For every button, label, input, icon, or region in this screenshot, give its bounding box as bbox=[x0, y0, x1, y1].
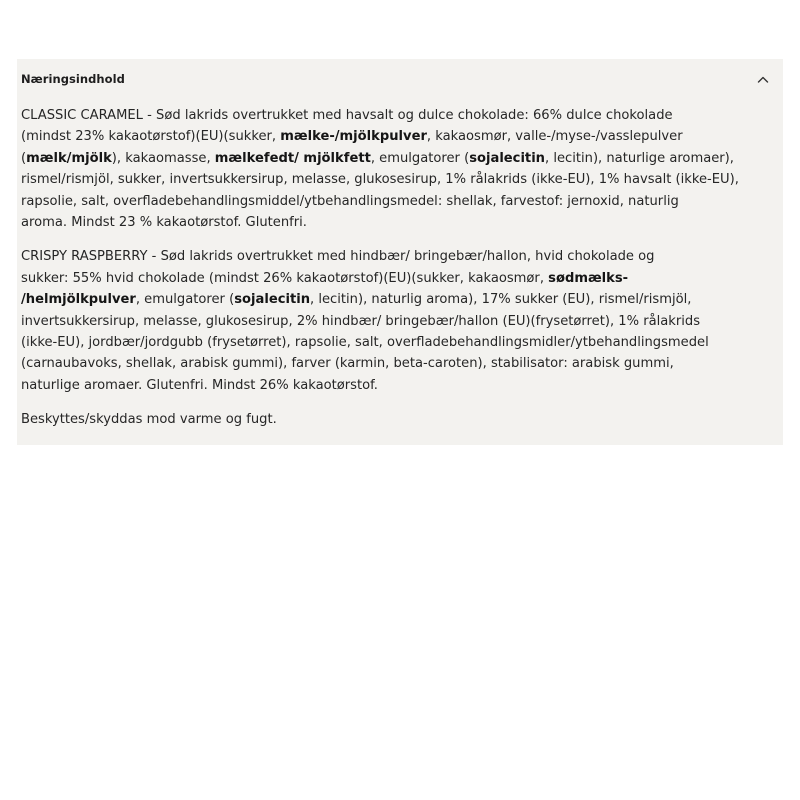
ingredient-text: , emulgatorer ( bbox=[135, 292, 235, 308]
ingredient-text: rismel/rismjöl, sukker, invertsukkersirup, melasse, glukosesirup, 1% rålakrids (ikke-EU), 1% havsalt (ikke-EU), bbox=[21, 172, 739, 188]
ingredient-text: , emulgatorer ( bbox=[370, 150, 470, 166]
ingredient-text: (mindst 23% kakaotørstof)(EU)(sukker, bbox=[21, 129, 281, 145]
accordion-content bbox=[21, 105, 773, 443]
text-line bbox=[21, 409, 773, 430]
nutrition-accordion bbox=[17, 59, 783, 445]
allergen-text: mælkefedt/ mjölkfett bbox=[214, 150, 371, 166]
ingredient-text: (carnaubavoks, shellak, arabisk gummi), farver (karmin, beta-caroten), stabilisator: arabisk gummi, bbox=[21, 356, 674, 372]
allergen-text: mælk/mjölk bbox=[26, 150, 112, 166]
ingredient-text: naturlige aromaer. Glutenfri. Mindst 26% kakaotørstof. bbox=[21, 377, 378, 393]
text-line bbox=[21, 126, 773, 147]
allergen-text: /helmjölkpulver bbox=[21, 292, 136, 308]
text-line bbox=[21, 289, 773, 310]
allergen-text: sødmælks- bbox=[548, 270, 629, 286]
text-line bbox=[21, 332, 773, 353]
text-line bbox=[21, 268, 773, 289]
ingredient-text: sukker: 55% hvid chokolade (mindst 26% kakaotørstof)(EU)(sukker, kakaosmør, bbox=[21, 270, 549, 286]
accordion-title: Næringsindhold bbox=[21, 72, 125, 86]
text-line bbox=[21, 246, 773, 267]
ingredient-text: , kakaosmør, valle-/myse-/vasslepulver bbox=[426, 129, 683, 145]
accordion-header[interactable] bbox=[17, 59, 783, 101]
text-line bbox=[21, 148, 773, 169]
ingredient-text: rapsolie, salt, overfladebehandlingsmiddel/ytbehandlingsmedel: shellak, farvestof: jernoxid, naturlig bbox=[21, 193, 679, 209]
ingredient-text: CRISPY RASPBERRY - Sød lakrids overtrukket med hindbær/ bringebær/hallon, hvid chokolade og bbox=[21, 249, 655, 265]
ingredient-text: invertsukkersirup, melasse, glukosesirup, 2% hindbær/ bringebær/hallon (EU)(frysetørret), 1% rålakrids bbox=[21, 313, 701, 329]
ingredient-text: aroma. Mindst 23 % kakaotørstof. Glutenfri. bbox=[21, 214, 307, 230]
ingredient-text: (ikke-EU), jordbær/jordgubb (frysetørret), rapsolie, salt, overfladebehandlingsmidler/ytbehandlingsmedel bbox=[21, 334, 709, 350]
text-line bbox=[21, 191, 773, 212]
text-line bbox=[21, 353, 773, 374]
ingredient-text: , lecitin), naturlig aroma), 17% sukker (EU), rismel/rismjöl, bbox=[310, 292, 692, 308]
text-line bbox=[21, 105, 773, 126]
allergen-text: sojalecitin bbox=[469, 150, 546, 166]
ingredient-text: ), kakaomasse, bbox=[111, 150, 215, 166]
allergen-text: sojalecitin bbox=[234, 292, 311, 308]
ingredient-text: , lecitin), naturlige aromaer), bbox=[545, 150, 734, 166]
ingredient-text: ( bbox=[21, 150, 27, 166]
ingredients-paragraph-classic-caramel bbox=[21, 105, 773, 233]
ingredient-text: CLASSIC CARAMEL - Sød lakrids overtrukket med havsalt og dulce chokolade: 66% dulce chokolade bbox=[21, 108, 673, 123]
text-line bbox=[21, 169, 773, 190]
text-line bbox=[21, 311, 773, 332]
ingredients-paragraph-storage-note bbox=[21, 409, 773, 430]
text-line bbox=[21, 212, 773, 233]
text-line bbox=[21, 375, 773, 396]
ingredients-paragraph-crispy-raspberry bbox=[21, 246, 773, 396]
ingredient-text: Beskyttes/skyddas mod varme og fugt. bbox=[21, 412, 277, 428]
allergen-text: mælke-/mjölkpulver bbox=[280, 129, 427, 145]
chevron-up-icon[interactable] bbox=[755, 72, 771, 88]
